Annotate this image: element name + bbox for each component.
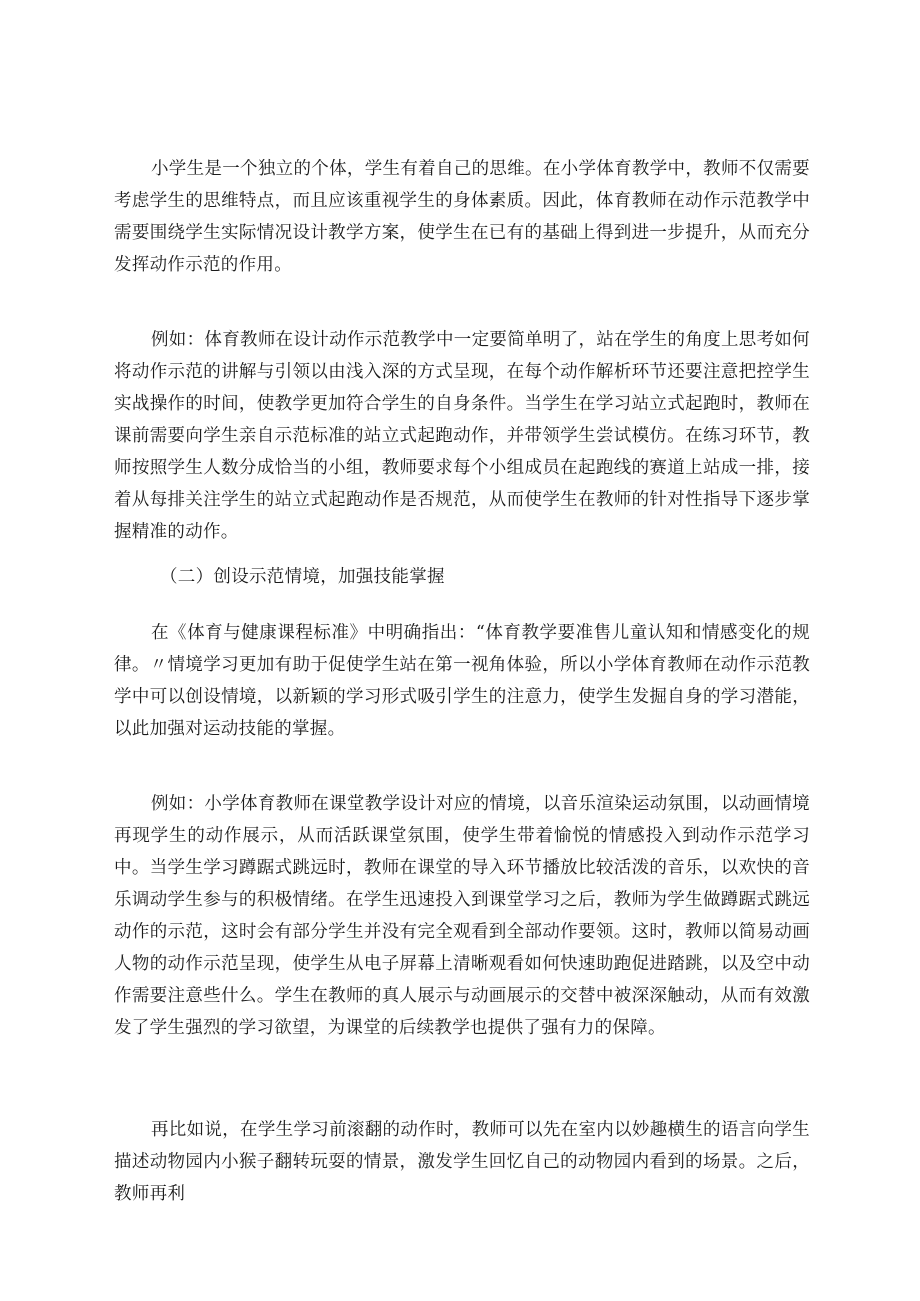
body-paragraph: 在《体育与健康课程标准》中明确指出：“体育教学要准售儿童认知和情感变化的规律。〃情境学习更加有助于促使学生站在第一视角体验，所以小学体育教师在动作示范教学中可以创设情境，以新颖的学习形式吸引学生的注意力，使学生发掘自身的学习潜能，以此加强对运动技能的掌握。 [114,623,810,739]
body-paragraph: 例如：体育教师在设计动作示范教学中一定要简单明了，站在学生的角度上思考如何将动作示范的讲解与引领以由浅入深的方式呈现，在每个动作解析环节还要注意把控学生实战操作的时间，使教学更加符合学生的自身条件。当学生在学习站立式起跑时，教师在课前需要向学生亲自示范标准的站立式起跑动作，并带领学生尝试模仿。在练习环节，教师按照学生人数分成恰当的小组，教师要求每个小组成员在起跑线的赛道上站成一排，接着从每排关注学生的站立式起跑动作是否规范，从而使学生在教师的针对性指导下逐步掌握精准的动作。 [114,330,810,542]
body-paragraph: 例如：小学体育教师在课堂教学设计对应的情境，以音乐渲染运动氛围，以动画情境再现学生的动作展示，从而活跃课堂氛围，使学生带着愉悦的情感投入到动作示范学习中。当学生学习蹲踞式跳远时，教师在课堂的导入环节播放比较活泼的音乐，以欢快的音乐调动学生参与的积极情绪。在学生迅速投入到课堂学习之后，教师为学生做蹲踞式跳远动作的示范，这时会有部分学生并没有完全观看到全部动作要领。这时，教师以简易动画人物的动作示范呈现，使学生从电子屏幕上清晰观看如何快速助跑促进踏跳，以及空中动作需要注意些什么。学生在教师的真人展示与动画展示的交替中被深深触动，从而有效激发了学生强烈的学习欲望，为课堂的后续教学也提供了强有力的保障。 [114,794,810,1038]
body-paragraph: 小学生是一个独立的个体，学生有着自己的思维。在小学体育教学中，教师不仅需要考虑学生的思维特点，而且应该重视学生的身体素质。因此，体育教师在动作示范教学中需要围绕学生实际情况设计教学方案，使学生在已有的基础上得到进一步提升，从而充分发挥动作示范的作用。 [114,159,810,275]
body-paragraph: 再比如说，在学生学习前滚翻的动作时，教师可以先在室内以妙趣横生的语言向学生描述动物园内小猴子翻转玩耍的情景，激发学生回忆自己的动物园内看到的场景。之后，教师再利 [114,1120,810,1204]
section-heading: （二）创设示范情境，加强技能掌握 [160,567,445,587]
